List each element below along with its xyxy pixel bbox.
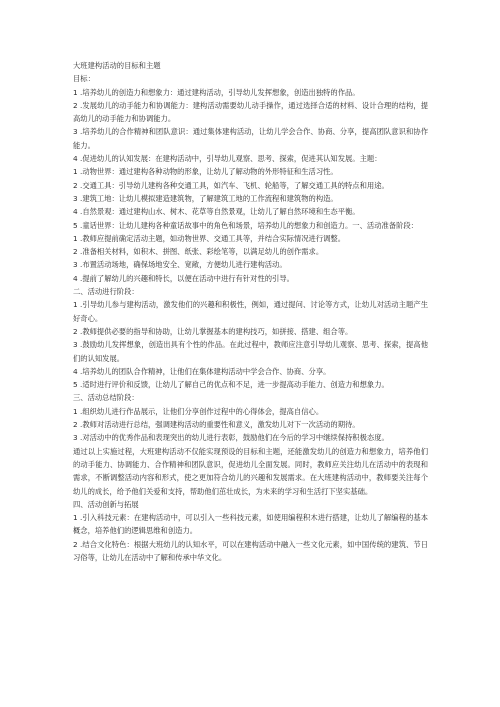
prep-item <box>73 258 428 271</box>
prep-item <box>73 272 428 285</box>
goals-heading: 目标： <box>73 74 95 84</box>
goal-item <box>73 86 428 99</box>
prep-item <box>73 245 428 258</box>
item-number: 1 <box>73 406 78 416</box>
item-number: 1 <box>73 233 78 243</box>
item-text: .布置活动场地，确保场地安全、宽敞，方便幼儿进行建构活动。 <box>80 260 287 270</box>
item-number: 3 <box>73 433 78 443</box>
progress-item <box>73 298 428 325</box>
item-text: .引导幼儿参与建构活动，激发他们的兴趣和积极性，例如，通过提问、讨论等方式，让幼儿对活动主题产生好奇心。 <box>73 300 428 323</box>
item-text: .适时进行评价和反馈，让幼儿了解自己的优点和不足，进一步提高动手能力、创造力和想象力。 <box>80 380 389 390</box>
item-number: 2 <box>73 539 78 549</box>
item-text: .建筑工地：让幼儿模拟建造建筑物，了解建筑工地的工作流程和建筑物的构造。 <box>80 193 338 203</box>
item-number: 5 <box>73 220 78 230</box>
item-number: 1 <box>73 167 78 177</box>
item-text: .教师应提前确定活动主题，如动物世界、交通工具等，并结合实际情况进行调整。 <box>80 233 346 243</box>
summary-heading: 三、活动总结阶段： <box>73 393 139 403</box>
item-text: .教师提供必要的指导和协助，让幼儿掌握基本的建构技巧，如拼接、搭建、组合等。 <box>80 326 353 336</box>
summary-paragraph: 通过以上实施过程，大班建构活动不仅能实现预设的目标和主题，还能激发幼儿的创造力和想象力，培养他们的动手能力、协调能力、合作精神和团队意识，促进幼儿全面发展。同时，教师应关注幼儿在活动中的表现和需求，不断调整活动内容和形式，使之更加符合幼儿的兴趣和发展需求。在大班建构活动中，教师要关注每个幼儿的成长，给予他们关爱和支持，帮助他们茁壮成长，为未来的学习和生活打下坚实基础。 <box>73 446 428 496</box>
item-text: .童话世界：让幼儿建构各种童话故事中的角色和场景，培养幼儿的想象力和创造力。一、活动准备阶段： <box>80 220 418 230</box>
item-text: .对活动中的优秀作品和表现突出的幼儿进行表彰，鼓励他们在今后的学习中继续保持积极态度。 <box>80 433 389 443</box>
item-number: 4 <box>73 154 78 164</box>
item-number: 1 <box>73 513 78 523</box>
item-text: .动物世界：通过建构各种动物的形象，让幼儿了解动物的外形特征和生活习性。 <box>80 167 338 177</box>
goal-item <box>73 99 428 126</box>
item-number: 5 <box>73 380 78 390</box>
theme-item <box>73 219 428 232</box>
item-text: .培养幼儿的合作精神和团队意识：通过集体建构活动，让幼儿学会合作、协商、分享，提高团队意识和协作能力。 <box>73 127 428 150</box>
goal-item <box>73 125 428 152</box>
theme-item <box>73 192 428 205</box>
summary-item <box>73 418 428 431</box>
innovation-item <box>73 511 428 538</box>
summary-item <box>73 431 428 444</box>
item-text: .交通工具：引导幼儿建构各种交通工具，如汽车、飞机、轮船等，了解交通工具的特点和用途。 <box>80 180 389 190</box>
item-number: 3 <box>73 260 78 270</box>
document-title: 大班建构活动的目标和主题 <box>73 61 161 70</box>
item-text: .鼓励幼儿发挥想象，创造出具有个性的作品。在此过程中，教师应注意引导幼儿观察、思考、探索，提高他们的认知发展。 <box>73 340 428 363</box>
item-text: .培养幼儿的创造力和想象力：通过建构活动，引导幼儿发挥想象，创造出独特的作品。 <box>80 87 360 97</box>
item-number: 2 <box>73 326 78 336</box>
progress-item <box>73 378 428 391</box>
item-text: .培养幼儿的团队合作精神，让他们在集体建构活动中学会合作、协商、分享。 <box>80 366 331 376</box>
item-text: .教师对活动进行总结，强调建构活动的重要性和意义，激发幼儿对下一次活动的期待。 <box>80 420 360 430</box>
item-text: .提前了解幼儿的兴趣和特长，以便在活动中进行有针对性的引导。 <box>80 273 294 283</box>
item-number: 4 <box>73 273 78 283</box>
prep-item <box>73 232 428 245</box>
item-text: .结合文化特色：根据大班幼儿的认知水平，可以在建构活动中融入一些文化元素，如中国传统的建筑、节日习俗等，让幼儿在活动中了解和传承中华文化。 <box>73 539 428 562</box>
item-text: .准备相关材料，如积木、拼图、纸张、彩绘笔等，以满足幼儿的创作需求。 <box>80 247 324 257</box>
item-number: 2 <box>73 247 78 257</box>
item-number: 1 <box>73 87 78 97</box>
theme-item <box>73 165 428 178</box>
item-number: 2 <box>73 420 78 430</box>
summary-item <box>73 405 428 418</box>
item-number: 4 <box>73 366 78 376</box>
progress-heading: 二、活动进行阶段： <box>73 287 139 297</box>
item-number: 3 <box>73 340 78 350</box>
progress-item <box>73 338 428 365</box>
innovation-item <box>73 538 428 565</box>
item-text: .引入科技元素：在建构活动中，可以引入一些科技元素，如使用编程积木进行搭建，让幼儿了解编程的基本概念，培养他们的逻辑思维和创造力。 <box>73 513 428 536</box>
item-text: .自然景观：通过建构山水、树木、花草等自然景观，让幼儿了解自然环境和生态平衡。 <box>80 207 360 217</box>
item-number: 3 <box>73 127 78 137</box>
innovation-heading: 四、活动创新与拓展 <box>73 499 139 509</box>
item-text: .发展幼儿的动手能力和协调能力：建构活动需要幼儿动手操作，通过选择合适的材料、设计合理的结构，提高幼儿的动手能力和协调能力。 <box>73 100 428 124</box>
progress-item <box>73 325 428 338</box>
item-number: 2 <box>73 100 78 110</box>
item-number: 4 <box>73 207 78 217</box>
goal-item <box>73 152 428 165</box>
item-text: .促进幼儿的认知发展：在建构活动中，引导幼儿观察、思考、探索，促进其认知发展。主题： <box>80 154 382 164</box>
item-text: .组织幼儿进行作品展示，让他们分享创作过程中的心得体会，提高自信心。 <box>80 406 324 416</box>
item-number: 1 <box>73 300 78 310</box>
theme-item <box>73 205 428 218</box>
item-number: 3 <box>73 193 78 203</box>
item-number: 2 <box>73 180 78 190</box>
theme-item <box>73 179 428 192</box>
progress-item <box>73 365 428 378</box>
